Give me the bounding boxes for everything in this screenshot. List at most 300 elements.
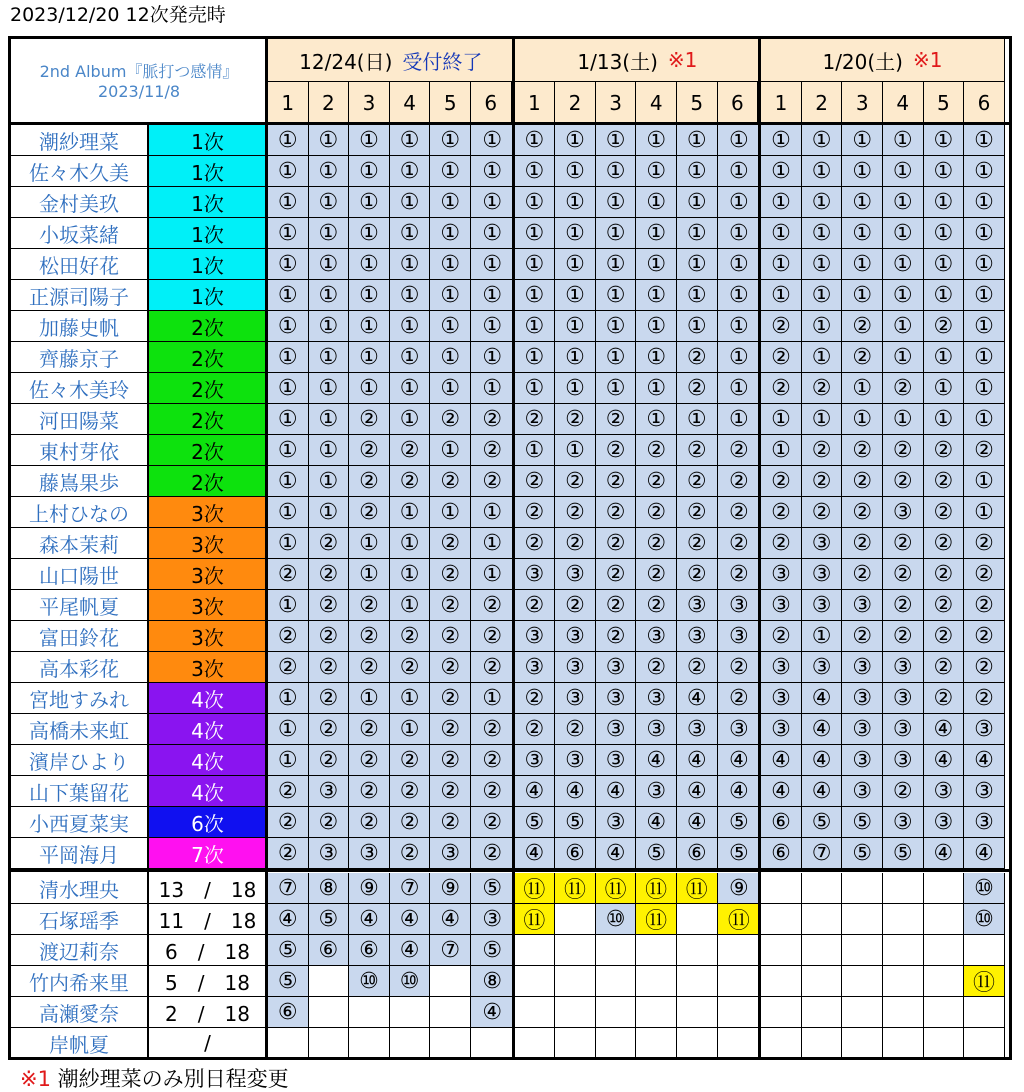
sales-cell: ② (964, 435, 1005, 466)
part-count: 5 / 18 (148, 966, 268, 997)
sales-cell: ⑪ (515, 904, 556, 935)
sales-cell: ① (471, 156, 515, 187)
sales-cell: ④ (636, 745, 677, 776)
sales-cell (842, 997, 883, 1028)
sales-cell: ② (964, 528, 1005, 559)
sales-cell: ④ (677, 745, 718, 776)
sales-cell: ② (636, 652, 677, 683)
sales-cell: ② (515, 497, 556, 528)
part-header: 6 (964, 82, 1005, 125)
sales-cell: ⑤ (802, 807, 843, 838)
sales-cell (761, 997, 802, 1028)
sales-cell: ⑩ (349, 966, 390, 997)
sales-cell: ③ (515, 652, 556, 683)
sales-cell: ① (555, 249, 596, 280)
sales-cell: ④ (802, 776, 843, 807)
date-header (268, 39, 515, 82)
sales-cell: ① (924, 373, 965, 404)
sales-cell (430, 1028, 471, 1059)
sales-cell: ② (471, 466, 515, 497)
sales-cell: ① (268, 404, 309, 435)
round-badge: 2次 (148, 404, 268, 435)
sales-cell: ② (964, 559, 1005, 590)
sales-cell: ④ (802, 714, 843, 745)
column-divider (147, 125, 149, 1060)
sales-cell: ② (471, 590, 515, 621)
sales-cell: ② (924, 497, 965, 528)
sales-cell (924, 966, 965, 997)
member-name: 濱岸ひより (11, 745, 148, 776)
sales-cell: ① (309, 466, 350, 497)
sales-cell: ③ (761, 652, 802, 683)
sales-cell: ③ (924, 807, 965, 838)
sales-cell: ① (430, 373, 471, 404)
sales-cell: ① (718, 280, 762, 311)
round-badge: 1次 (148, 218, 268, 249)
sales-cell: ① (964, 280, 1005, 311)
round-badge: 3次 (148, 621, 268, 652)
sales-cell: ① (677, 311, 718, 342)
sales-cell: ② (802, 435, 843, 466)
sales-cell: ① (430, 125, 471, 156)
sales-cell: ② (430, 466, 471, 497)
sales-cell (718, 935, 762, 966)
sales-cell: ⑥ (309, 935, 350, 966)
sales-cell: ⑤ (883, 838, 924, 869)
sales-cell: ① (309, 249, 350, 280)
sales-cell: ① (349, 156, 390, 187)
sales-cell: ① (842, 373, 883, 404)
sales-cell: ① (471, 311, 515, 342)
sales-cell: ② (471, 652, 515, 683)
sales-cell: ② (636, 528, 677, 559)
sales-cell: ② (842, 621, 883, 652)
sales-cell: ② (471, 838, 515, 869)
member-name: 藤嶌果歩 (11, 466, 148, 497)
sales-cell: ② (924, 311, 965, 342)
sales-cell: ① (349, 311, 390, 342)
sales-cell (268, 1028, 309, 1059)
sales-cell: ⑥ (349, 935, 390, 966)
sales-cell: ① (309, 156, 350, 187)
sales-cell: ① (471, 497, 515, 528)
sales-cell: ① (596, 187, 637, 218)
sales-cell: ① (677, 187, 718, 218)
sales-cell: ④ (677, 683, 718, 714)
sales-cell: ② (471, 435, 515, 466)
sales-cell (555, 966, 596, 997)
sales-cell: ② (842, 528, 883, 559)
sales-cell: ③ (964, 807, 1005, 838)
sales-cell: ② (268, 838, 309, 869)
sales-cell: ① (555, 280, 596, 311)
sales-cell: ② (555, 497, 596, 528)
sales-cell: ② (842, 311, 883, 342)
sales-cell: ⑤ (636, 838, 677, 869)
sales-cell: ① (596, 156, 637, 187)
part-header: 1 (515, 82, 556, 125)
sales-cell: ① (924, 125, 965, 156)
sales-cell: ② (677, 435, 718, 466)
round-badge: 2次 (148, 311, 268, 342)
sales-cell: ① (761, 249, 802, 280)
sales-cell (515, 997, 556, 1028)
sales-cell: ③ (883, 807, 924, 838)
sales-cell: ① (677, 156, 718, 187)
sales-cell: ② (471, 714, 515, 745)
sales-cell: ① (964, 404, 1005, 435)
sales-cell: ① (268, 187, 309, 218)
sales-cell (924, 1028, 965, 1059)
sales-cell: ① (802, 342, 843, 373)
sales-cell: ① (761, 404, 802, 435)
date-status: 受付終了 (402, 49, 483, 74)
sales-cell: ② (761, 311, 802, 342)
round-badge: 1次 (148, 249, 268, 280)
part-header: 3 (349, 82, 390, 125)
sales-cell: ① (515, 311, 556, 342)
sales-cell: ② (636, 590, 677, 621)
part-header: 5 (430, 82, 471, 125)
sales-cell: ② (636, 559, 677, 590)
sales-cell: ① (677, 280, 718, 311)
sales-cell: ① (309, 280, 350, 311)
sales-cell: ② (430, 528, 471, 559)
sales-cell (555, 997, 596, 1028)
sales-cell: ⑦ (430, 935, 471, 966)
sales-cell: ④ (718, 776, 762, 807)
sales-cell: ① (964, 311, 1005, 342)
sales-cell: ② (802, 466, 843, 497)
part-header: 6 (471, 82, 512, 125)
member-name: 平岡海月 (11, 838, 148, 869)
sales-cell (636, 966, 677, 997)
sales-cell (964, 1028, 1005, 1059)
sales-cell: ② (430, 559, 471, 590)
sales-cell: ① (471, 373, 515, 404)
sales-cell: ① (842, 187, 883, 218)
sales-cell: ① (268, 311, 309, 342)
round-badge: 1次 (148, 156, 268, 187)
sales-cell: ① (430, 280, 471, 311)
sales-cell (842, 904, 883, 935)
member-name: 高橋未来虹 (11, 714, 148, 745)
sales-cell: ① (515, 373, 556, 404)
round-badge: 2次 (148, 373, 268, 404)
sales-cell: ① (924, 156, 965, 187)
sales-cell: ② (924, 590, 965, 621)
sales-cell: ② (268, 652, 309, 683)
member-name: 加藤史帆 (11, 311, 148, 342)
sales-cell: ① (677, 125, 718, 156)
sales-cell: ① (268, 156, 309, 187)
sales-cell: ① (268, 373, 309, 404)
sales-cell: ② (924, 559, 965, 590)
sales-cell: ① (515, 249, 556, 280)
sales-cell: ⑧ (471, 966, 515, 997)
sales-cell (636, 1028, 677, 1059)
sales-cell: ② (555, 714, 596, 745)
sales-cell: ③ (964, 714, 1005, 745)
sales-cell: ④ (964, 838, 1005, 869)
sales-cell (802, 997, 843, 1028)
sales-cell: ① (761, 280, 802, 311)
sales-cell: ① (636, 342, 677, 373)
sales-cell: ⑨ (718, 873, 762, 904)
sales-cell: ② (883, 435, 924, 466)
sales-cell: ① (268, 745, 309, 776)
sales-cell: ③ (842, 776, 883, 807)
sales-cell: ③ (924, 776, 965, 807)
sales-cell: ③ (718, 621, 762, 652)
member-name: 潮紗理菜 (11, 125, 148, 156)
sales-cell: ① (390, 497, 431, 528)
sales-cell: ① (964, 187, 1005, 218)
sales-cell: ① (268, 125, 309, 156)
sales-cell: ② (718, 528, 762, 559)
sales-cell: ② (309, 590, 350, 621)
sales-cell: ⑤ (471, 873, 515, 904)
sales-cell: ② (471, 404, 515, 435)
sales-cell: ① (636, 187, 677, 218)
sales-cell: ① (718, 404, 762, 435)
sales-cell: ① (349, 249, 390, 280)
sales-cell: ① (555, 156, 596, 187)
section-divider (11, 869, 1012, 872)
sales-cell: ① (349, 125, 390, 156)
sales-cell: ① (390, 280, 431, 311)
sales-cell: ① (430, 249, 471, 280)
sales-cell: ③ (555, 683, 596, 714)
sales-cell: ② (555, 590, 596, 621)
sales-cell (924, 904, 965, 935)
sales-cell: ① (430, 342, 471, 373)
sales-cell: ① (349, 373, 390, 404)
schedule-table (8, 36, 1012, 1060)
sales-cell (636, 997, 677, 1028)
sales-cell (718, 997, 762, 1028)
sales-cell: ⑤ (268, 935, 309, 966)
sales-cell: ② (430, 621, 471, 652)
sales-cell: ① (842, 156, 883, 187)
sales-cell: ③ (596, 652, 637, 683)
sales-cell: ① (309, 218, 350, 249)
sales-cell: ② (636, 435, 677, 466)
member-name: 富田鈴花 (11, 621, 148, 652)
sales-cell: ① (924, 342, 965, 373)
sales-cell: ② (555, 466, 596, 497)
sales-cell: ① (309, 373, 350, 404)
sales-cell: ② (883, 776, 924, 807)
sales-cell: ① (636, 156, 677, 187)
sales-cell: ① (390, 683, 431, 714)
member-name: 正源司陽子 (11, 280, 148, 311)
sales-cell: ② (636, 466, 677, 497)
member-name: 齊藤京子 (11, 342, 148, 373)
sales-cell: ⑪ (718, 904, 762, 935)
member-name: 山下葉留花 (11, 776, 148, 807)
date-header (515, 39, 762, 82)
sales-cell: ② (964, 621, 1005, 652)
sales-cell (718, 966, 762, 997)
sales-cell (390, 1028, 431, 1059)
sales-cell: ① (964, 466, 1005, 497)
sales-cell: ② (390, 838, 431, 869)
round-badge: 2次 (148, 435, 268, 466)
date-label: 12/24(日) (299, 49, 393, 74)
sales-cell: ① (430, 435, 471, 466)
sales-cell (964, 935, 1005, 966)
sales-cell: ⑧ (309, 873, 350, 904)
part-header: 5 (677, 82, 718, 125)
sales-cell: ① (555, 342, 596, 373)
sales-cell: ② (718, 652, 762, 683)
round-badge: 7次 (148, 838, 268, 869)
sales-cell (555, 1028, 596, 1059)
sales-cell: ① (924, 249, 965, 280)
sales-cell: ④ (718, 745, 762, 776)
sales-cell: ① (430, 497, 471, 528)
sales-cell: ① (718, 373, 762, 404)
sales-cell: ① (471, 559, 515, 590)
sales-cell: ① (309, 497, 350, 528)
part-header: 1 (268, 82, 309, 125)
sales-cell: ① (636, 373, 677, 404)
sales-cell: ① (842, 249, 883, 280)
sales-cell: ① (430, 187, 471, 218)
sales-cell: ② (309, 683, 350, 714)
sales-cell: ① (515, 435, 556, 466)
sales-cell: ① (964, 218, 1005, 249)
sales-cell: ② (349, 466, 390, 497)
member-name: 平尾帆夏 (11, 590, 148, 621)
sales-cell: ① (515, 156, 556, 187)
sales-cell: ② (471, 807, 515, 838)
sales-cell: ② (964, 590, 1005, 621)
sales-cell: ① (349, 559, 390, 590)
sales-cell: ② (349, 652, 390, 683)
sales-cell: ① (268, 714, 309, 745)
sales-cell: ④ (390, 904, 431, 935)
sales-cell: ② (883, 466, 924, 497)
sales-cell: ① (430, 311, 471, 342)
sales-cell: ② (471, 745, 515, 776)
sales-cell: ③ (677, 590, 718, 621)
sales-cell (515, 1028, 556, 1059)
part-header: 4 (390, 82, 431, 125)
sales-cell: ② (349, 497, 390, 528)
sales-cell: ① (964, 497, 1005, 528)
sales-cell: ② (883, 559, 924, 590)
sales-cell: ② (309, 714, 350, 745)
sales-cell: ① (883, 218, 924, 249)
sales-cell: ③ (761, 559, 802, 590)
sales-cell: ③ (555, 652, 596, 683)
sales-cell: ② (761, 373, 802, 404)
sales-cell (471, 1028, 515, 1059)
sales-cell: ② (596, 621, 637, 652)
sales-cell: ② (761, 528, 802, 559)
sales-cell: ① (430, 156, 471, 187)
sales-cell (309, 1028, 350, 1059)
sales-cell (802, 1028, 843, 1059)
album-title: 2nd Album『脈打つ感情』 (39, 61, 239, 81)
member-name: 宮地すみれ (11, 683, 148, 714)
sales-cell: ④ (596, 838, 637, 869)
sales-cell: ② (390, 621, 431, 652)
part-header: 2 (802, 82, 843, 125)
part-count: 13 / 18 (148, 873, 268, 904)
sales-cell: ④ (677, 807, 718, 838)
sales-cell: ③ (718, 714, 762, 745)
sales-cell: ② (964, 652, 1005, 683)
sales-cell: ② (515, 528, 556, 559)
sales-cell: ① (636, 280, 677, 311)
page-caption: 2023/12/20 12次発売時 (10, 4, 226, 26)
sales-cell: ③ (761, 714, 802, 745)
sales-cell (515, 935, 556, 966)
sales-cell: ⑨ (430, 873, 471, 904)
sales-cell (761, 966, 802, 997)
sales-cell: ② (430, 714, 471, 745)
sales-cell: ① (390, 714, 431, 745)
sales-cell: ① (268, 249, 309, 280)
sales-cell: ② (555, 528, 596, 559)
sales-cell: ④ (596, 776, 637, 807)
round-badge: 3次 (148, 497, 268, 528)
sales-cell (677, 1028, 718, 1059)
sales-cell: ② (924, 435, 965, 466)
sales-cell: ② (842, 497, 883, 528)
sales-cell: ① (718, 249, 762, 280)
sales-cell: ④ (515, 776, 556, 807)
sales-cell: ⑤ (555, 807, 596, 838)
sales-cell: ① (555, 311, 596, 342)
sales-cell: ② (924, 466, 965, 497)
sales-cell: ② (268, 559, 309, 590)
round-badge: 2次 (148, 342, 268, 373)
sales-cell: ④ (924, 838, 965, 869)
sales-cell: ① (596, 280, 637, 311)
member-name: 小坂菜緒 (11, 218, 148, 249)
sales-cell: ③ (471, 904, 515, 935)
date-note: ※1 (667, 48, 698, 72)
sales-cell (761, 904, 802, 935)
sales-cell: ② (268, 776, 309, 807)
sales-cell: ④ (761, 776, 802, 807)
date-header (761, 39, 1005, 82)
sales-cell: ① (802, 280, 843, 311)
sales-cell: ① (309, 187, 350, 218)
sales-cell (761, 1028, 802, 1059)
sales-cell: ② (430, 807, 471, 838)
sales-cell: ③ (555, 621, 596, 652)
sales-cell: ① (268, 590, 309, 621)
part-count: 2 / 18 (148, 997, 268, 1028)
sales-cell: ③ (309, 776, 350, 807)
sales-cell: ① (883, 187, 924, 218)
sales-cell: ④ (268, 904, 309, 935)
sales-cell: ① (471, 342, 515, 373)
sales-cell: ② (924, 652, 965, 683)
sales-cell: ② (515, 466, 556, 497)
sales-cell: ① (268, 218, 309, 249)
sales-cell: ① (802, 404, 843, 435)
sales-cell: ③ (596, 714, 637, 745)
sales-cell: ③ (555, 745, 596, 776)
sales-cell: ② (802, 497, 843, 528)
sales-cell: ① (677, 218, 718, 249)
